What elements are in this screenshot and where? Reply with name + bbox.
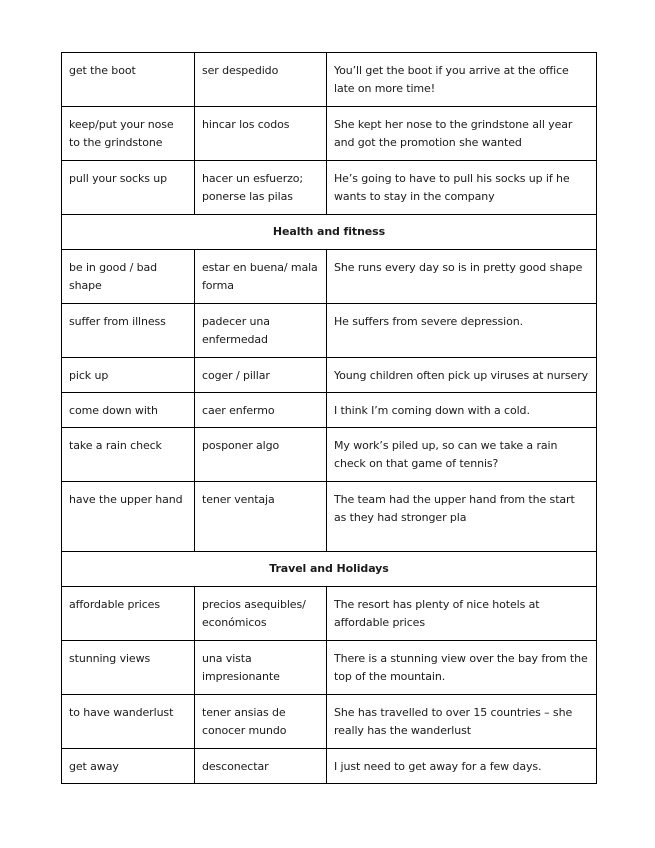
english-expression: pull your socks up [62,161,195,215]
table-row [62,749,597,784]
english-expression: be in good / bad shape [62,250,195,304]
english-expression: pick up [62,358,195,393]
spanish-translation: estar en buena/ mala forma [195,250,327,304]
spanish-translation: desconectar [195,749,327,784]
example-sentence: The team had the upper hand from the start as they had stronger pla [327,482,597,552]
example-sentence: There is a stunning view over the bay from the top of the mountain. [327,641,597,695]
table-row [62,393,597,428]
english-expression: stunning views [62,641,195,695]
table-row [62,587,597,641]
spanish-translation: posponer algo [195,428,327,482]
spanish-translation: coger / pillar [195,358,327,393]
example-sentence: She kept her nose to the grindstone all year and got the promotion she wanted [327,107,597,161]
example-sentence: I just need to get away for a few days. [327,749,597,784]
table-row [62,358,597,393]
spanish-translation: caer enfermo [195,393,327,428]
english-expression: keep/put your nose to the grindstone [62,107,195,161]
section-title: Health and fitness [62,215,597,250]
spanish-translation: tener ventaja [195,482,327,552]
example-sentence: My work’s piled up, so can we take a rain check on that game of tennis? [327,428,597,482]
example-sentence: He’s going to have to pull his socks up if he wants to stay in the company [327,161,597,215]
section-header-row [62,215,597,250]
example-sentence: She runs every day so is in pretty good shape [327,250,597,304]
example-sentence: The resort has plenty of nice hotels at affordable prices [327,587,597,641]
table-row [62,250,597,304]
spanish-translation: tener ansias de conocer mundo [195,695,327,749]
english-expression: have the upper hand [62,482,195,552]
table-row [62,428,597,482]
english-expression: get the boot [62,53,195,107]
section-title: Travel and Holidays [62,552,597,587]
english-expression: come down with [62,393,195,428]
vocabulary-table [61,52,597,784]
spanish-translation: hincar los codos [195,107,327,161]
english-expression: affordable prices [62,587,195,641]
table-row [62,695,597,749]
english-expression: take a rain check [62,428,195,482]
table-row [62,53,597,107]
spanish-translation: padecer una enfermedad [195,304,327,358]
example-sentence: You’ll get the boot if you arrive at the office late on more time! [327,53,597,107]
table-row [62,304,597,358]
table-row [62,107,597,161]
table-row [62,161,597,215]
example-sentence: He suffers from severe depression. [327,304,597,358]
english-expression: suffer from illness [62,304,195,358]
section-header-row [62,552,597,587]
spanish-translation: hacer un esfuerzo; ponerse las pilas [195,161,327,215]
example-sentence: Young children often pick up viruses at nursery [327,358,597,393]
spanish-translation: una vista impresionante [195,641,327,695]
spanish-translation: ser despedido [195,53,327,107]
example-sentence: She has travelled to over 15 countries – she really has the wanderlust [327,695,597,749]
spanish-translation: precios asequibles/ económicos [195,587,327,641]
english-expression: get away [62,749,195,784]
english-expression: to have wanderlust [62,695,195,749]
table-row [62,641,597,695]
table-row [62,482,597,552]
example-sentence: I think I’m coming down with a cold. [327,393,597,428]
